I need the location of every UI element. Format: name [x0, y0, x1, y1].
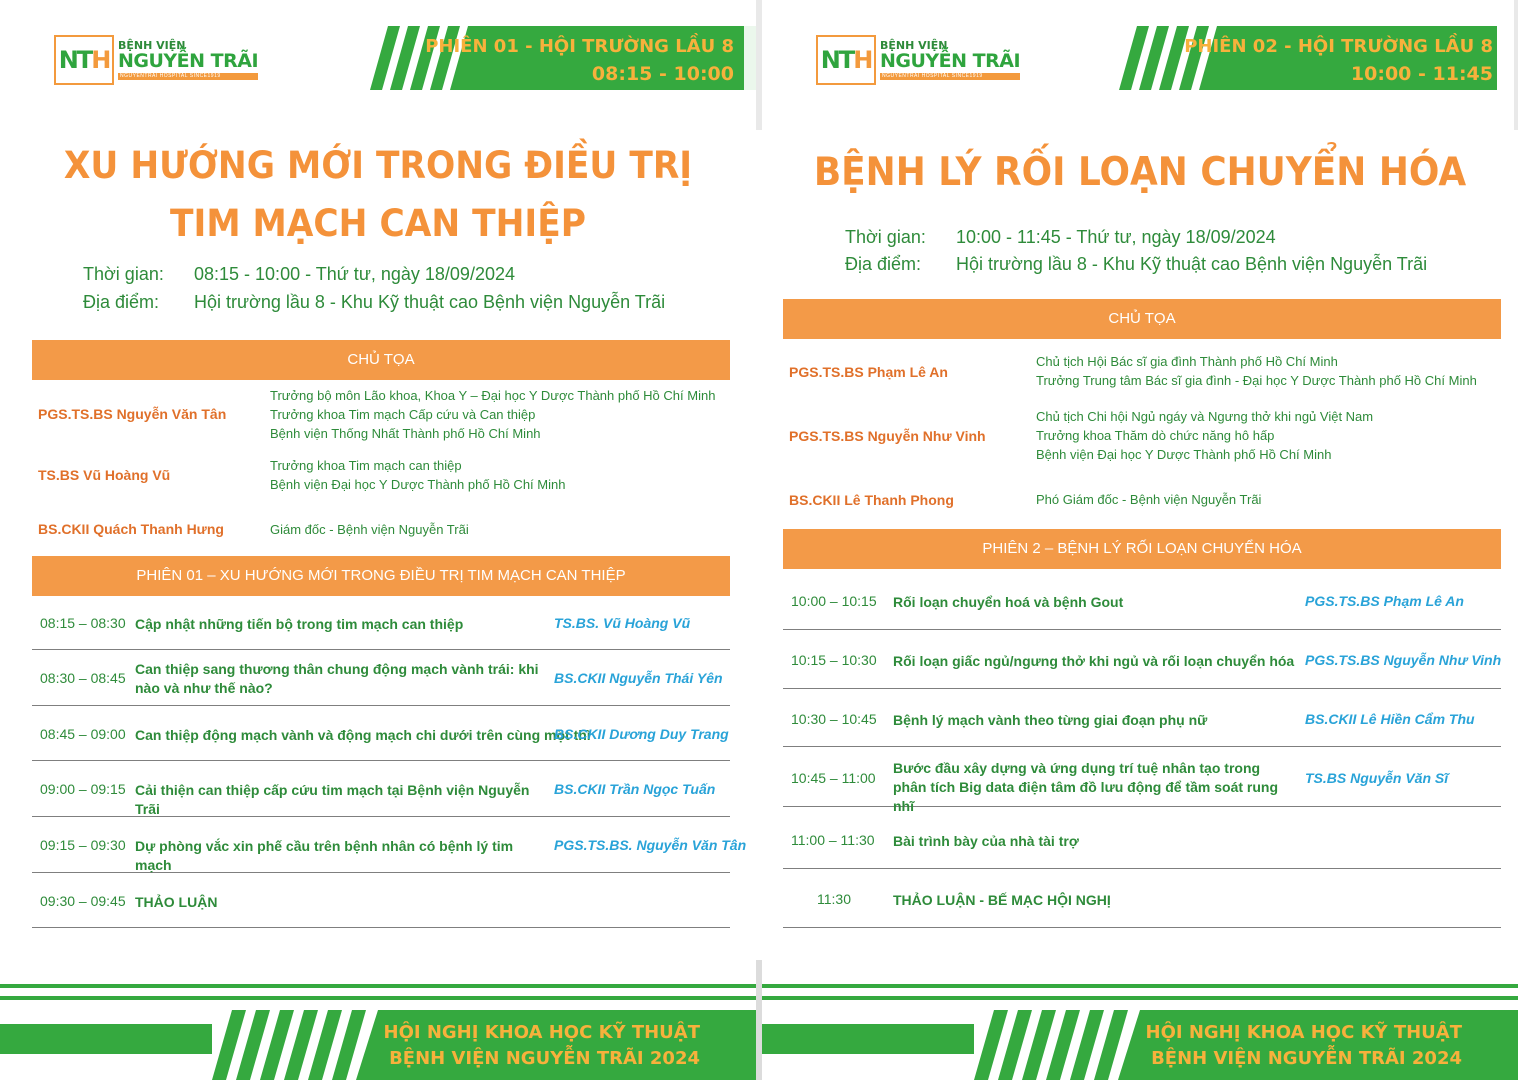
chair-role: Trưởng Trung tâm Bác sĩ gia đình - Đại học Y Dược Thành phố Hồ Chí Minh [1036, 373, 1477, 388]
program-row [32, 596, 730, 650]
session-header: PHIÊN 2 – BỆNH LÝ RỐI LOẠN CHUYỂN HÓA [783, 529, 1501, 569]
session-header-banner [370, 26, 756, 90]
place-value: Hội trường lầu 8 - Khu Kỹ thuật cao Bệnh viện Nguyễn Trãi [956, 254, 1428, 274]
chair-name: PGS.TS.BS Nguyễn Như Vinh [789, 428, 986, 444]
program-topic: THẢO LUẬN - BẾ MẠC HỘI NGHỊ [893, 892, 1111, 908]
chair-role: Bệnh viện Thống Nhất Thành phố Hồ Chí Minh [270, 426, 541, 441]
logo-line1: BỆNH VIỆN [118, 39, 186, 52]
footer-line1: HỘI NGHỊ KHOA HỌC KỸ THUẬT [1145, 1022, 1462, 1043]
program-speaker: BS.CKII Lê Hiền Cẩm Thu [1305, 711, 1475, 727]
footer-rule [762, 996, 1518, 1000]
chair-role: Trưởng khoa Thăm dò chức năng hô hấp [1036, 428, 1275, 443]
hospital-logo [816, 35, 1020, 85]
program-row [32, 873, 730, 928]
program-row [32, 817, 747, 873]
chair-header: CHỦ TỌA [783, 299, 1501, 339]
logo-mark-h: H [853, 46, 872, 74]
logo-mark [816, 35, 876, 85]
footer-rule [0, 996, 756, 1000]
program-topic: Can thiệp sang thương thân chung động mạch vành trái: khi nào và như thế nào? [135, 661, 539, 696]
logo-line3: NGUYENTRAI HOSPITAL SINCE1919 [880, 73, 1020, 80]
session-header-title: PHIÊN 02 - HỘI TRƯỜNG LẦU 8 [1184, 36, 1493, 57]
program-topic: THẢO LUẬN [135, 894, 218, 910]
session-header-title: PHIÊN 01 - HỘI TRƯỜNG LẦU 8 [425, 36, 734, 57]
place-value: Hội trường lầu 8 - Khu Kỹ thuật cao Bệnh viện Nguyễn Trãi [194, 292, 666, 312]
chair-name: PGS.TS.BS Nguyễn Văn Tân [38, 406, 227, 422]
program-time: 08:45 – 09:00 [40, 726, 126, 742]
footer-line1: HỘI NGHỊ KHOA HỌC KỸ THUẬT [383, 1022, 700, 1043]
program-row [783, 747, 1501, 814]
hospital-logo [54, 35, 258, 85]
program-row [783, 630, 1501, 689]
place-label: Địa điểm: [845, 254, 922, 274]
program-speaker: BS.CKII Nguyễn Thái Yên [554, 670, 723, 686]
logo-mark-nt: NT [58, 46, 92, 74]
program-row [783, 807, 1501, 869]
footer-line2: BỆNH VIỆN NGUYỄN TRÃI 2024 [389, 1048, 700, 1069]
session-header-time: 10:00 - 11:45 [1350, 63, 1493, 85]
logo-mark-nt: NT [820, 46, 854, 74]
chair-role: Chủ tịch Hội Bác sĩ gia đình Thành phố Hồ Chí Minh [1036, 354, 1338, 369]
session-header: PHIÊN 01 – XU HƯỚNG MỚI TRONG ĐIỀU TRỊ TIM MẠCH CAN THIỆP [32, 556, 730, 596]
footer-banner [762, 1010, 1518, 1080]
chair-header: CHỦ TỌA [32, 340, 730, 380]
program-time: 10:30 – 10:45 [791, 711, 877, 727]
program-row [32, 650, 730, 706]
time-label: Thời gian: [83, 264, 164, 284]
program-time: 11:30 [817, 891, 851, 907]
chair-name: BS.CKII Quách Thanh Hưng [38, 521, 224, 537]
footer-stripes [762, 1010, 1518, 1080]
page-title-line1: XU HƯỚNG MỚI TRONG ĐIỀU TRỊ [63, 144, 693, 187]
logo-line2: NGUYỄN TRÃI [118, 50, 259, 72]
program-topic: Rối loạn giấc ngủ/ngưng thở khi ngủ và rối loạn chuyển hóa [893, 653, 1295, 669]
logo-line3: NGUYENTRAI HOSPITAL SINCE1919 [118, 73, 258, 80]
chair-role: Bệnh viện Đại học Y Dược Thành phố Hồ Chí Minh [270, 477, 566, 492]
program-speaker: PGS.TS.BS Phạm Lê An [1305, 593, 1464, 609]
program-time: 08:30 – 08:45 [40, 670, 126, 686]
program-topic: Cải thiện can thiệp cấp cứu tim mạch tại Bệnh viện Nguyễn Trãi [135, 782, 530, 817]
footer-stripes [0, 1010, 756, 1080]
time-value: 10:00 - 11:45 - Thứ tư, ngày 18/09/2024 [956, 227, 1276, 247]
program-time: 11:00 – 11:30 [791, 832, 875, 848]
program-time: 09:15 – 09:30 [40, 837, 126, 853]
program-row [783, 869, 1501, 928]
event-info [845, 227, 1485, 279]
program-row [783, 689, 1501, 747]
logo-mark [54, 35, 114, 85]
program-speaker: TS.BS Nguyễn Văn Sĩ [1305, 770, 1449, 786]
program-speaker: PGS.TS.BS. Nguyễn Văn Tân [554, 837, 747, 853]
program-speaker: TS.BS. Vũ Hoàng Vũ [554, 615, 691, 631]
program-topic: Bài trình bày của nhà tài trợ [893, 833, 1079, 849]
logo-line1: BỆNH VIỆN [880, 39, 948, 52]
page-title-line2: TIM MẠCH CAN THIỆP [170, 202, 586, 245]
place-label: Địa điểm: [83, 292, 160, 312]
session-header-banner [1119, 26, 1497, 90]
page-title: BỆNH LÝ RỐI LOẠN CHUYỂN HÓA [813, 150, 1467, 195]
chair-name: TS.BS Vũ Hoàng Vũ [38, 467, 171, 483]
program-time: 10:45 – 11:00 [791, 770, 876, 786]
footer-line2: BỆNH VIỆN NGUYỄN TRÃI 2024 [1151, 1048, 1462, 1069]
program-time: 10:00 – 10:15 [791, 593, 877, 609]
session-header-time: 08:15 - 10:00 [591, 63, 734, 85]
page-edge [1514, 0, 1518, 130]
program-topic: Bước đầu xây dựng và ứng dụng trí tuệ nhân tạo trong phân tích Big data điện tâm đồ lưu động để tầm soát rung nhĩ [893, 760, 1279, 814]
footer-banner [0, 1010, 756, 1080]
chair-role: Trưởng khoa Tim mạch can thiệp [270, 458, 462, 473]
program-row [32, 706, 730, 761]
program-speaker: BS.CKII Trần Ngọc Tuấn [554, 781, 716, 797]
chair-name: PGS.TS.BS Phạm Lê An [789, 364, 948, 380]
chair-role: Trưởng khoa Tim mạch Cấp cứu và Can thiệp [270, 407, 536, 422]
chair-role: Bệnh viện Đại học Y Dược Thành phố Hồ Chí Minh [1036, 447, 1332, 462]
left-program-page [0, 0, 756, 1080]
program-time: 08:15 – 08:30 [40, 615, 126, 631]
page-title [26, 137, 729, 253]
time-value: 08:15 - 10:00 - Thứ tư, ngày 18/09/2024 [194, 264, 515, 284]
chair-role: Chủ tịch Chi hội Ngủ ngáy và Ngưng thở khi ngủ Việt Nam [1036, 409, 1374, 424]
program-time: 09:30 – 09:45 [40, 893, 126, 909]
program-topic: Rối loạn chuyển hoá và bệnh Gout [893, 594, 1124, 610]
chair-role: Trưởng bộ môn Lão khoa, Khoa Y – Đại học Y Dược Thành phố Hồ Chí Minh [270, 388, 716, 403]
program-row [783, 570, 1501, 630]
program-topic: Can thiệp động mạch vành và động mạch chi dưới trên cùng một thì [135, 727, 591, 743]
logo-mark-h: H [91, 46, 110, 74]
logo-line2: NGUYỄN TRÃI [880, 50, 1021, 72]
footer-rule [762, 984, 1518, 988]
chair-name: BS.CKII Lê Thanh Phong [789, 492, 954, 508]
program-topic: Dự phòng vắc xin phế cầu trên bệnh nhân có bệnh lý tim mạch [135, 838, 514, 873]
program-time: 10:15 – 10:30 [791, 652, 877, 668]
time-label: Thời gian: [845, 227, 926, 247]
program-topic: Bệnh lý mạch vành theo từng giai đoạn phụ nữ [893, 712, 1208, 728]
program-row [32, 761, 730, 817]
chair-role: Giám đốc - Bệnh viện Nguyễn Trãi [270, 522, 469, 537]
program-speaker: PGS.TS.BS Nguyễn Như Vinh [1305, 652, 1502, 668]
program-time: 09:00 – 09:15 [40, 781, 126, 797]
footer-rule [0, 984, 756, 988]
program-speaker: BS.CKII Dương Duy Trang [554, 726, 729, 742]
right-program-page [762, 0, 1518, 1080]
chair-role: Phó Giám đốc - Bệnh viện Nguyễn Trãi [1036, 492, 1262, 507]
event-info [83, 264, 743, 316]
program-topic: Cập nhật những tiến bộ trong tim mạch can thiệp [135, 616, 464, 632]
